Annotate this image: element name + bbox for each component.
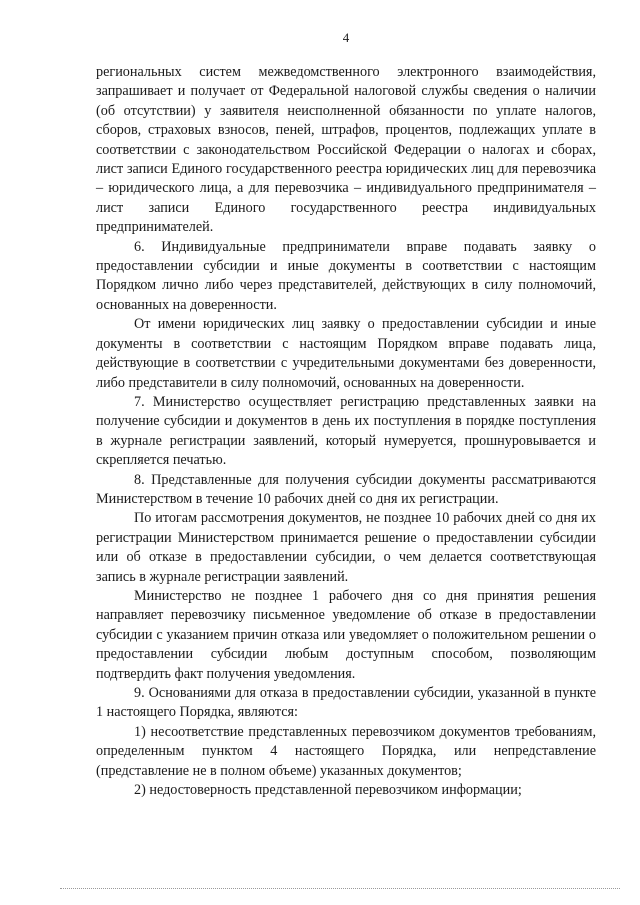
paragraph-6: 6. Индивидуальные предприниматели вправе подавать заявку о предоставлении субсидии и иные документы в соответствии с настоящим Порядком лично либо через представителей, действующих в силу полномочий, основанных на доверенности. <box>96 238 596 313</box>
paragraph-8: 8. Представленные для получения субсидии документы рассматриваются Министерством в течение 10 рабочих дней со дня их регистрации. <box>96 471 596 507</box>
scan-artifact-line <box>60 884 620 889</box>
document-body <box>96 63 596 800</box>
paragraph-9-item-1: 1) несоответствие представленных перевозчиком документов требованиям, определенным пунктом 4 настоящего Порядка, или непредставление (представление не в полном объеме) указанных документов; <box>96 723 596 779</box>
paragraph-9-item-2: 2) недостоверность представленной перевозчиком информации; <box>134 782 522 799</box>
page-number: 4 <box>342 30 350 45</box>
paragraph-6-legal-entities: От имени юридических лиц заявку о предоставлении субсидии и иные документы в соответствии с настоящим Порядком вправе подавать лица, действующие в соответствии с учредительными документами без доверенности, либо представители в силу полномочий, основанных на доверенности. <box>96 316 596 391</box>
paragraph-9: 9. Основаниями для отказа в предоставлении субсидии, указанной в пункте 1 настоящего Порядка, являются: <box>96 685 596 721</box>
paragraph-8-notification: Министерство не позднее 1 рабочего дня со дня принятия решения направляет перевозчику письменное уведомление об отказе в предоставлении субсидии с указанием причин отказа или уведомляет о положительном решении о предоставлении субсидии любым доступным способом, позволяющим подтвердить факт получения уведомления. <box>96 587 596 682</box>
paragraph-continuation: региональных систем межведомственного электронного взаимодействия, запрашивает и получает от Федеральной налоговой службы сведения о наличии (об отсутствии) у заявителя неисполненной обязанности по уплате налогов, сборов, страховых взносов, пеней, штрафов, процентов, подлежащих уплате в соответствии с законодательством Российской Федерации о налогах и сборах, лист записи Единого государственного реестра юридических лиц для перевозчика – юридического лица, а для перевозчика – индивидуального предпринимателя – лист записи Единого государственного реестра индивидуальных предпринимателей. <box>96 64 596 236</box>
paragraph-8-decision: По итогам рассмотрения документов, не позднее 10 рабочих дней со дня их регистрации Министерством принимается решение о предоставлении субсидии или об отказе в предоставлении субсидии, о чем делается соответствующая запись в журнале регистрации заявлений. <box>96 510 596 585</box>
paragraph-7: 7. Министерство осуществляет регистрацию представленных заявки на получение субсидии и документов в день их поступления в порядке поступления в журнале регистрации заявлений, который нумеруется, прошнуровывается и скрепляется печатью. <box>96 393 596 469</box>
